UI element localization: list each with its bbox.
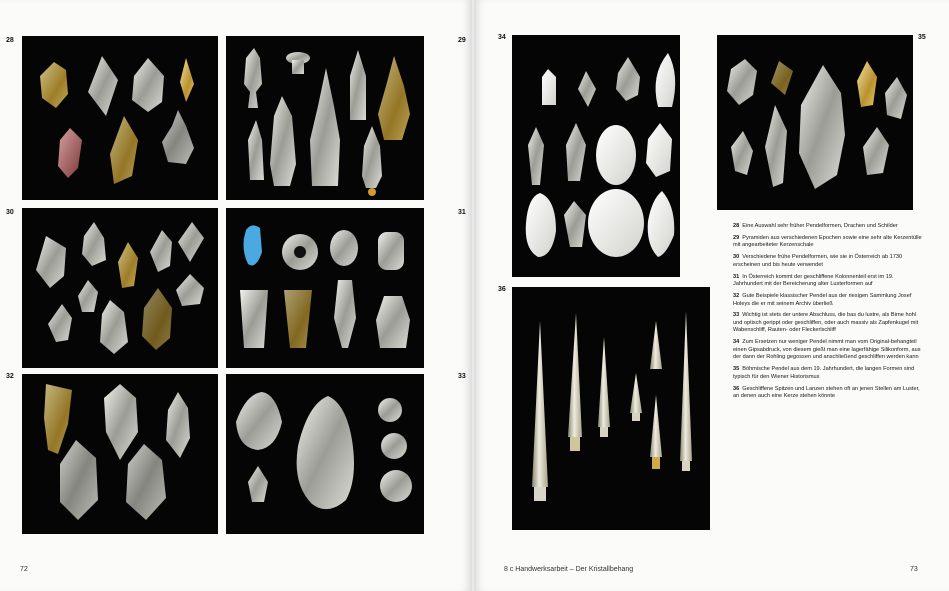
bohemian-pendant (863, 127, 889, 175)
caption-text: Gute Beispiele klassischer Pendel aus der riesigen Sammlung Josef Holeys die er mit seinem Archiv überließ (733, 292, 912, 307)
pendant-drop (88, 56, 118, 116)
crystal-pyramid (248, 120, 264, 180)
caption-text: Böhmische Pendel aus dem 19. Jahrhundert, die langen Formen sind typisch für den Wiener Historismus (733, 366, 915, 380)
caption-text: Pyramiden aus verschiedenen Epochen sowie eine sehr alte Kerzentülle mit angearbeiteter Kerzenschale (733, 234, 922, 249)
pendant-drop (48, 304, 72, 342)
figure-number: 31 (458, 209, 466, 216)
column-part (284, 290, 312, 348)
crystal-drop (564, 201, 586, 247)
figure-number: 33 (458, 373, 466, 380)
blue-bulb (244, 225, 263, 265)
figure-number: 29 (458, 37, 466, 44)
photo-fig-29 (226, 36, 424, 200)
caption (733, 235, 923, 250)
crystal-lance (650, 321, 662, 469)
pendant-drop (126, 444, 166, 520)
crystal-pyramid (270, 96, 296, 186)
bohemian-pendant (765, 105, 787, 187)
silicone-mould (526, 193, 556, 257)
crystal-pyramid (350, 50, 366, 120)
candle-cup (286, 52, 310, 74)
caption (733, 254, 923, 269)
figure-number: 35 (918, 34, 926, 41)
photo-fig-36 (512, 287, 710, 530)
crystal-lance (680, 311, 692, 471)
caption (733, 312, 923, 335)
running-footer: 8 c Handwerksarbeit – Der Kristallbehang (504, 566, 634, 573)
photo-fig-30 (22, 208, 218, 368)
white-cast (646, 123, 672, 177)
caption-number: 34 (733, 339, 740, 346)
pendant-drop (132, 58, 164, 112)
crystal-lance (532, 321, 548, 501)
photo-fig-33 (226, 374, 424, 534)
bohemian-pendant (885, 77, 907, 119)
pendant-drop (40, 62, 68, 108)
bohemian-pendant (799, 65, 845, 189)
crystal-drop (616, 57, 640, 101)
pendant-drop (178, 222, 204, 262)
crystal-drop (566, 123, 586, 181)
figure-number: 32 (6, 373, 14, 380)
figure-number: 34 (498, 34, 506, 41)
pear-bulb (236, 392, 282, 450)
crystal-lance (568, 313, 582, 451)
bohemian-pendant (857, 61, 877, 107)
crystal-lance (598, 337, 610, 437)
pendant-drop (100, 300, 128, 354)
photo-fig-34 (512, 35, 680, 277)
caption-list (733, 223, 923, 405)
pendant-drop (162, 110, 194, 164)
left-page (0, 0, 472, 591)
pendant-drop (44, 384, 72, 454)
caption-number: 33 (733, 312, 740, 319)
small-drop (248, 466, 268, 502)
ribbed-bead (330, 230, 358, 266)
page-number: 73 (910, 566, 918, 573)
faceted-ball (381, 433, 407, 459)
ribbed-bead (378, 232, 404, 270)
silicone-mould (588, 189, 644, 257)
caption (733, 366, 923, 381)
caption-number: 30 (733, 254, 740, 261)
caption-text: In Österreich kommt der geschliffene Kolonnenteil erst im 19. Jahrhundert mit der Bereicherung alter Lusterformen auf (733, 273, 894, 288)
caption-text: Geschliffene Spitzen und Lanzen stehen oft an jenen Stellen am Luster, an denen auch eine Kerze stehen könnte (733, 385, 920, 400)
page-number: 72 (20, 566, 28, 573)
photo-fig-32 (22, 374, 218, 534)
photo-fig-28 (22, 36, 218, 200)
caption (733, 223, 923, 231)
caption (733, 293, 923, 308)
caption-number: 29 (733, 234, 740, 241)
white-cast (656, 53, 676, 107)
pendant-drop (142, 288, 172, 350)
caption-number: 35 (733, 366, 740, 373)
caption-text: Wichtig ist stets der untere Abschluss, die bas du lustre, als Birne hohl und optisch gerippt oder geschliffen, oder auch massiv als Zapfenkugel mit Wabenschliff, Rauten- oder Fleckerlschliff (733, 312, 919, 334)
figure-number: 30 (6, 209, 14, 216)
pendant-drop (82, 222, 106, 266)
bohemian-pendant (771, 61, 793, 95)
white-cast (542, 69, 556, 105)
white-cast (648, 191, 675, 257)
caption-text: Eine Auswahl sehr früher Pendelformen, Drachen und Schilder (742, 223, 898, 229)
caption (733, 339, 923, 362)
caption-number: 32 (733, 292, 740, 299)
pendant-drop (78, 280, 98, 312)
photo-fig-31 (226, 208, 424, 368)
figure-number: 36 (498, 286, 506, 293)
pendant-drop (36, 236, 66, 288)
large-bulb (297, 396, 354, 509)
pendant-drop (60, 440, 98, 520)
caption (733, 386, 923, 401)
pendant-drop (166, 392, 190, 458)
caption-number: 36 (733, 385, 740, 392)
bohemian-pendant (727, 59, 757, 105)
caption-number: 31 (733, 273, 740, 280)
crystal-pyramid (310, 68, 340, 186)
crystal-pyramid (244, 48, 262, 108)
column-part (240, 290, 268, 348)
crystal-drop (578, 71, 596, 107)
pendant-drop (176, 274, 204, 306)
column-part (376, 296, 410, 348)
pendant-drop (180, 58, 194, 102)
bohemian-pendant (731, 131, 753, 175)
pendant-drop (58, 128, 82, 178)
faceted-ball (380, 470, 412, 502)
pendant-drop (104, 384, 138, 460)
crystal-pyramid (378, 56, 410, 140)
pendant-drop (110, 116, 138, 184)
faceted-ball (378, 398, 402, 422)
crystal-lance (630, 373, 642, 421)
column-part (334, 280, 356, 348)
figure-number: 28 (6, 37, 14, 44)
silicone-mould (596, 125, 636, 185)
pendant-drop (150, 230, 172, 272)
crystal-pyramid (362, 126, 382, 196)
pendant-drop (118, 242, 138, 288)
caption-text: Verschiedene frühe Pendelformen, wie sie in Österreich ab 1730 erscheinen und bis heute verwendet (733, 254, 903, 268)
caption-text: Zum Ersetzen nur weniger Pendel nimmt man vom Original-behangteil einen Gipsabdruck, von diesem gießt man eine lagerfähige Silikonform, aus der dann der Rohling gegossen und anschließend geschliffen werden kann (733, 339, 921, 361)
caption (733, 274, 923, 289)
caption-number: 28 (733, 223, 740, 229)
photo-fig-35 (717, 35, 913, 210)
round-bead (282, 234, 318, 270)
crystal-drop (528, 127, 544, 185)
